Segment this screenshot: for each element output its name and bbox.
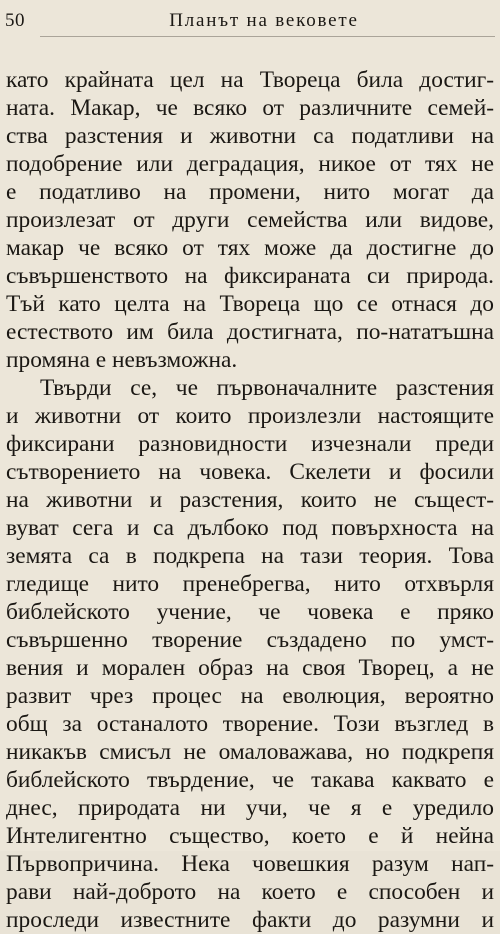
text-line: библейското учение, че човека е пряко — [6, 599, 494, 625]
text-line: вения и морален образ на своя Творец, а не — [6, 655, 494, 681]
text-line: днес, природата ни учи, че я е уредило — [6, 795, 494, 821]
text-line: общ за останалото творение. Този възглед в — [6, 711, 494, 737]
text-line: фиксирани разновидности изчезнали преди — [6, 431, 494, 457]
running-title: Планът на вековете — [169, 10, 359, 31]
text-line: никакъв смисъл не омаловажава, но подкрепя — [6, 739, 494, 765]
text-line: ства разстения и животни са податливи на — [6, 123, 494, 149]
text-line: и животни от които произлезли настоящите — [6, 403, 494, 429]
text-line: като крайната цел на Твореца била достиг- — [6, 67, 494, 93]
header-rule — [40, 36, 495, 37]
text-line: естеството им била достигната, по-нататъшна — [6, 319, 494, 345]
text-line: Твърди се, че първоначалните разстения — [40, 375, 494, 401]
text-line: е податливо на промени, нито могат да — [6, 179, 494, 205]
text-line: макар че всяко от тях може да достигне до — [6, 235, 494, 261]
text-line: гледище нито пренебрегва, нито отхвърля — [6, 571, 494, 597]
text-line: проследи известните факти до разумни и — [6, 907, 494, 933]
text-line: развит чрез процес на еволюция, вероятно — [6, 683, 494, 709]
text-line: на животни и разстения, които не същест- — [6, 487, 494, 513]
text-line: библейското твърдение, че такава каквато е — [6, 767, 494, 793]
body-text — [6, 66, 494, 934]
paragraph-1 — [6, 66, 494, 374]
text-line: промяна е невъзможна. — [6, 347, 238, 373]
text-line: произлезат от други семейства или видове, — [6, 207, 494, 233]
text-line: рави най-доброто на което е способен и — [6, 879, 494, 905]
text-line: сътворението на човека. Скелети и фосили — [6, 459, 494, 485]
text-line: Първопричина. Нека човешкия разум нап- — [6, 851, 494, 877]
text-line: вуват сега и са дълбоко под повърхноста на — [6, 515, 494, 541]
text-line: подобрение или деградация, никое от тях не — [6, 151, 494, 177]
text-line: земята са в подкрепа на тази теория. Това — [6, 543, 494, 569]
text-line: ната. Макар, че всяко от различните семей- — [6, 95, 494, 121]
text-line: Интелигентно същество, което е й нейна — [6, 823, 494, 849]
page-number: 50 — [5, 10, 25, 31]
text-line: съвършенно творение създадено по умст- — [6, 627, 494, 653]
paragraph-2 — [6, 374, 494, 934]
text-line: Тъй като целта на Твореца що се отнася до — [6, 291, 494, 317]
text-line: съвършенството на фиксираната си природа. — [6, 263, 494, 289]
